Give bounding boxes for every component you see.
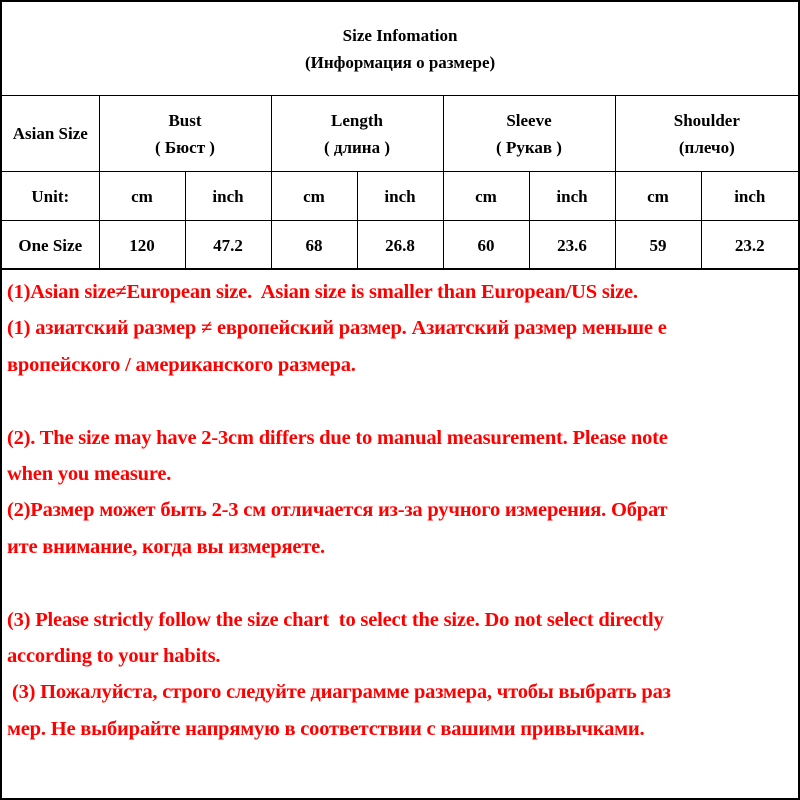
column-header-ru: ( Рукав ) [496, 137, 562, 157]
value-cell: 68 [271, 221, 357, 270]
table-row [2, 221, 798, 270]
note-1-ru-line-1: (1) азиатский размер ≠ европейский размер. Азиатский размер меньше е [7, 317, 667, 340]
value-cell: 59 [615, 221, 701, 270]
note-3-en-line-2: according to your habits. [7, 645, 221, 668]
value-cell: 23.2 [701, 221, 798, 270]
value-cell: 47.2 [185, 221, 271, 270]
column-header-ru: ( Бюст ) [155, 137, 215, 157]
column-header-ru: (плечо) [678, 137, 735, 157]
table-title: Size Infomation [342, 25, 458, 45]
unit-cell: cm [271, 172, 357, 221]
unit-cell: cm [443, 172, 529, 221]
unit-cell: inch [529, 172, 615, 221]
column-header-ru: ( длина ) [323, 137, 391, 157]
value-cell: 60 [443, 221, 529, 270]
corner-label: Asian Size [2, 96, 99, 172]
row-label: One Size [2, 221, 99, 270]
column-header-en: Length [331, 110, 383, 130]
value-cell: 120 [99, 221, 185, 270]
column-header-sleeve [443, 96, 615, 172]
title-row [2, 2, 798, 96]
unit-cell: inch [701, 172, 798, 221]
value-cell: 26.8 [357, 221, 443, 270]
note-3-ru-line-2: мер. Не выбирайте напрямую в соответствии с вашими привычками. [7, 717, 645, 740]
note-2-ru-line-1: (2)Размер может быть 2-3 см отличается из-за ручного измерения. Обрат [7, 499, 668, 522]
column-header-en: Shoulder [673, 110, 740, 130]
column-header-en: Sleeve [506, 110, 552, 130]
note-2-en-line-1: (2). The size may have 2-3cm differs due to manual measurement. Please note [7, 426, 668, 449]
table-subtitle: (Информация о размере) [304, 52, 496, 72]
column-header-length [271, 96, 443, 172]
note-3-ru-line-1: (3) Пожалуйста, строго следуйте диаграмме размера, чтобы выбрать раз [7, 681, 671, 704]
header-row [2, 96, 798, 172]
value-cell: 23.6 [529, 221, 615, 270]
note-3-en-line-1: (3) Please strictly follow the size chart to select the size. Do not select directly [7, 608, 664, 631]
unit-cell: cm [615, 172, 701, 221]
unit-label: Unit: [2, 172, 99, 221]
column-header-shoulder [615, 96, 798, 172]
unit-cell: cm [99, 172, 185, 221]
note-1-ru-line-2: вропейского / американского размера. [7, 353, 356, 376]
spacer [7, 383, 798, 419]
column-header-en: Bust [168, 110, 202, 130]
notes-block [2, 268, 798, 800]
unit-cell: inch [185, 172, 271, 221]
spacer [7, 565, 798, 601]
note-2-ru-line-2: ите внимание, когда вы измеряете. [7, 535, 325, 558]
unit-cell: inch [357, 172, 443, 221]
column-header-bust [99, 96, 271, 172]
note-1-en: (1)Asian size≠European size. Asian size is smaller than European/US size. [7, 281, 638, 303]
size-table [2, 2, 798, 270]
note-2-en-line-2: when you measure. [7, 463, 172, 486]
unit-row [2, 172, 798, 221]
table-title-cell [2, 2, 798, 96]
